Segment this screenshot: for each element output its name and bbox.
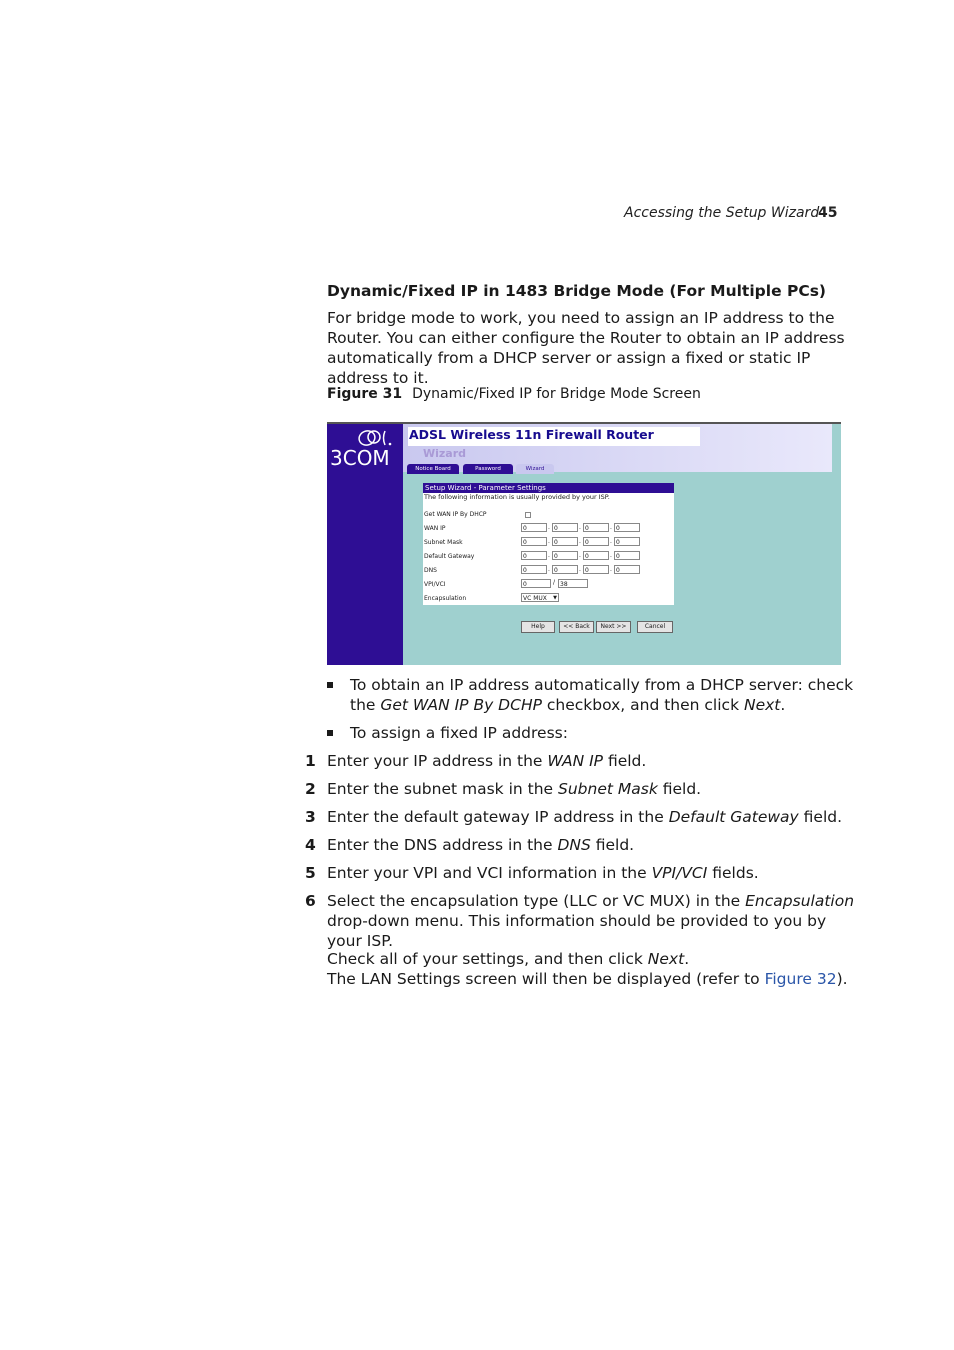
bullet-marker — [327, 682, 333, 688]
help-button[interactable]: Help — [521, 621, 555, 633]
panel-info: The following information is usually provided by your ISP. — [424, 493, 610, 501]
octet-separator: . — [610, 552, 612, 559]
bullet-marker — [327, 730, 333, 736]
octet-separator: . — [548, 566, 550, 573]
label-dhcp: Get WAN IP By DHCP — [424, 511, 487, 518]
subnet-mask-octet-2[interactable]: 0 — [552, 537, 578, 546]
cancel-button[interactable]: Cancel — [637, 621, 673, 633]
default-gateway-octet-2[interactable]: 0 — [552, 551, 578, 560]
tab-wizard[interactable]: Wizard — [516, 464, 554, 474]
next-button[interactable]: Next >> — [596, 621, 631, 633]
encapsulation-select[interactable] — [521, 593, 559, 602]
step-2: 2 Enter the subnet mask in the Subnet Mask field. — [305, 780, 702, 798]
octet-separator: . — [579, 552, 581, 559]
octet-separator: . — [579, 538, 581, 545]
label-vpi-vci: VPI/VCI — [424, 581, 446, 588]
sidebar — [327, 424, 403, 665]
label-dns: DNS — [424, 567, 437, 574]
figure-32-link[interactable]: Figure 32 — [764, 970, 837, 988]
wizard-subtitle: Wizard — [423, 447, 467, 460]
3com-logo-icon — [357, 428, 397, 448]
router-screenshot — [327, 422, 841, 665]
intro-paragraph: For bridge mode to work, you need to assign an IP address to the Router. You can either configure the Router to obtain an IP address automatically from a DHCP server or assign a fixed or static IP address to it. — [327, 309, 845, 387]
wan-ip-octet-1[interactable]: 0 — [521, 523, 547, 532]
figure-caption-text: Dynamic/Fixed IP for Bridge Mode Screen — [412, 386, 701, 402]
closing-text: Check all of your settings, and then click Next. The LAN Settings screen will then be displayed (refer to Figure 32). — [327, 950, 848, 988]
octet-separator: . — [548, 524, 550, 531]
label-encapsulation: Encapsulation — [424, 595, 467, 602]
step-4: 4 Enter the DNS address in the DNS field. — [305, 836, 635, 854]
octet-separator: . — [610, 524, 612, 531]
subnet-mask-octet-1[interactable]: 0 — [521, 537, 547, 546]
wan-ip-octet-3[interactable]: 0 — [583, 523, 609, 532]
vci-input[interactable]: 38 — [558, 579, 588, 588]
router-title: ADSL Wireless 11n Firewall Router — [409, 427, 654, 442]
label-subnet-mask: Subnet Mask — [424, 539, 463, 546]
dhcp-checkbox[interactable] — [525, 512, 531, 518]
subnet-mask-octet-4[interactable]: 0 — [614, 537, 640, 546]
figure-label: Figure 31 — [327, 386, 403, 402]
encapsulation-value: VC MUX — [523, 595, 547, 602]
default-gateway-octet-3[interactable]: 0 — [583, 551, 609, 560]
octet-separator: . — [579, 524, 581, 531]
wan-ip-octet-4[interactable]: 0 — [614, 523, 640, 532]
octet-separator: . — [548, 552, 550, 559]
section-heading: Dynamic/Fixed IP in 1483 Bridge Mode (For Multiple PCs) — [327, 282, 827, 300]
step-1: 1 Enter your IP address in the WAN IP field. — [305, 752, 647, 770]
octet-separator: . — [579, 566, 581, 573]
dns-octet-3[interactable]: 0 — [583, 565, 609, 574]
dns-octet-1[interactable]: 0 — [521, 565, 547, 574]
bullet-dhcp: To obtain an IP address automatically from a DHCP server: check the Get WAN IP By DCHP checkbox, and then click Next. — [327, 675, 857, 715]
bullet-fixed-ip: To assign a fixed IP address: — [327, 723, 857, 743]
label-default-gateway: Default Gateway — [424, 553, 475, 560]
page-number: 45 — [818, 205, 838, 221]
default-gateway-octet-1[interactable]: 0 — [521, 551, 547, 560]
running-header-title: Accessing the Setup Wizard — [624, 205, 820, 221]
panel-title: Setup Wizard - Parameter Settings — [423, 483, 674, 493]
dns-octet-2[interactable]: 0 — [552, 565, 578, 574]
octet-separator: . — [548, 538, 550, 545]
tab-password[interactable]: Password — [463, 464, 513, 474]
chevron-down-icon: ▼ — [553, 595, 557, 601]
step-3: 3 Enter the default gateway IP address in the Default Gateway field. — [305, 808, 843, 826]
tab-notice-board[interactable]: Notice Board — [407, 464, 459, 474]
parameter-panel: Setup Wizard - Parameter Settings The following information is usually provided by your ISP. Get WAN IP By DHCP WAN IP Subnet Mask Default Gateway DNS 0 . 0 . 0 . 0 0 . 0 . 0 . 0 0 . 0 . 0 . 0 0 . 0 . 0 . 0 VPI/VCI 0 / 38 Encapsulation VC MUX ▼ — [423, 483, 674, 605]
figure-caption — [327, 386, 701, 402]
wan-ip-octet-2[interactable]: 0 — [552, 523, 578, 532]
subnet-mask-octet-3[interactable]: 0 — [583, 537, 609, 546]
step-6: 6 Select the encapsulation type (LLC or VC MUX) in the Encapsulation drop-down menu. This information should be provided to you by your ISP. — [305, 892, 855, 950]
step-5: 5 Enter your VPI and VCI information in the VPI/VCI fields. — [305, 864, 759, 882]
logo-text: 3COM — [330, 446, 390, 470]
label-wan-ip: WAN IP — [424, 525, 446, 532]
octet-separator: . — [610, 538, 612, 545]
dns-octet-4[interactable]: 0 — [614, 565, 640, 574]
default-gateway-octet-4[interactable]: 0 — [614, 551, 640, 560]
octet-separator: . — [610, 566, 612, 573]
vpi-input[interactable]: 0 — [521, 579, 551, 588]
back-button[interactable]: << Back — [559, 621, 594, 633]
